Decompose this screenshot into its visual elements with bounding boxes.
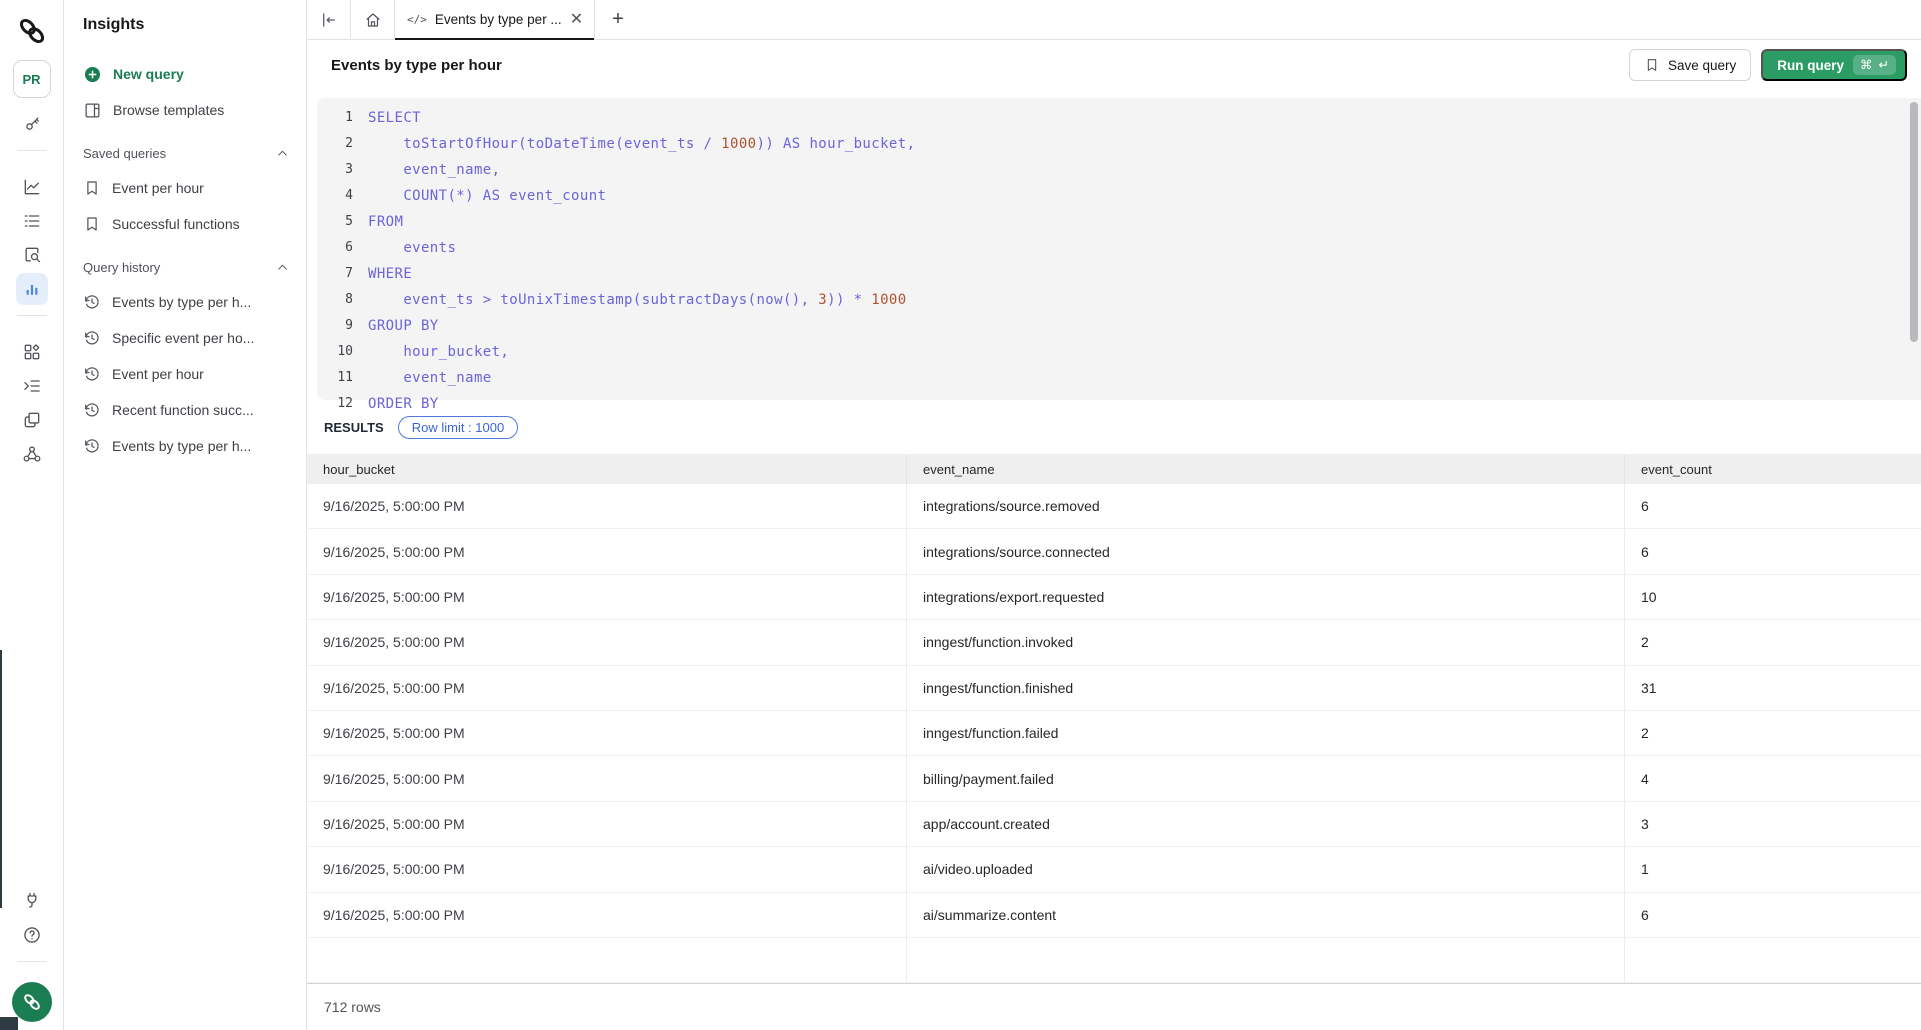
saved-query-item[interactable] xyxy=(83,170,294,206)
row-limit-badge[interactable]: Row limit : 1000 xyxy=(398,416,518,439)
tab-events-by-type[interactable] xyxy=(395,0,595,39)
item-label: Specific event per ho... xyxy=(112,330,255,346)
code-line: 3 event_name, xyxy=(317,157,1921,183)
icon-rail xyxy=(0,0,64,1030)
history-item[interactable] xyxy=(83,320,294,356)
chevron-up-icon xyxy=(275,260,290,275)
webhook-icon[interactable] xyxy=(16,438,48,470)
save-query-label: Save query xyxy=(1667,57,1737,73)
table-cell: 9/16/2025, 5:00:00 PM xyxy=(323,861,465,878)
line-number: 10 xyxy=(337,344,353,359)
new-query-button[interactable] xyxy=(83,56,294,92)
history-item[interactable] xyxy=(83,392,294,428)
query-history-section-header[interactable] xyxy=(83,250,294,284)
results-label: RESULTS xyxy=(324,419,384,435)
table-row[interactable] xyxy=(307,620,1921,665)
table-cell: app/account.created xyxy=(906,802,1624,846)
new-query-label: New query xyxy=(113,66,184,82)
table-cell xyxy=(906,938,1624,982)
line-number: 8 xyxy=(345,292,353,307)
table-cell: inngest/function.failed xyxy=(906,711,1624,755)
code-line: 10 hour_bucket, xyxy=(317,339,1921,365)
table-cell: 6 xyxy=(1624,893,1921,937)
section-label: Query history xyxy=(83,259,161,275)
run-query-label: Run query xyxy=(1777,57,1845,73)
help-icon[interactable] xyxy=(16,919,48,951)
table-row[interactable] xyxy=(307,802,1921,847)
column-header-event-name: event_name xyxy=(906,454,1624,484)
code-line: 9 GROUP BY xyxy=(317,313,1921,339)
table-cell: inngest/function.invoked xyxy=(906,620,1624,664)
table-cell: ai/summarize.content xyxy=(906,893,1624,937)
history-item[interactable] xyxy=(83,428,294,464)
table-row[interactable] xyxy=(307,711,1921,756)
table-cell: 31 xyxy=(1624,666,1921,710)
code-line: 1 SELECT xyxy=(317,105,1921,131)
table-cell xyxy=(1624,938,1921,982)
history-icon xyxy=(83,401,101,419)
row-count-label: 712 rows xyxy=(324,999,381,1016)
table-cell: 9/16/2025, 5:00:00 PM xyxy=(323,906,465,923)
line-number: 2 xyxy=(345,136,353,151)
enter-key-icon: ↵ xyxy=(1878,58,1889,72)
templates-icon xyxy=(83,101,102,120)
table-cell xyxy=(307,938,906,982)
line-number: 9 xyxy=(345,318,353,333)
close-tab-icon[interactable]: ✕ xyxy=(569,10,584,28)
sidebar-title: Insights xyxy=(83,16,145,33)
windows-icon[interactable] xyxy=(16,404,48,436)
tab-strip xyxy=(307,0,1921,40)
code-line: 6 events xyxy=(317,235,1921,261)
browse-templates-label: Browse templates xyxy=(113,102,225,118)
table-cell: 6 xyxy=(1624,484,1921,528)
code-line: 11 event_name xyxy=(317,365,1921,391)
divider xyxy=(17,150,47,151)
run-query-button[interactable] xyxy=(1761,49,1907,81)
history-icon xyxy=(83,293,101,311)
table-row[interactable] xyxy=(307,529,1921,574)
main-panel xyxy=(307,0,1921,1030)
item-label: Successful functions xyxy=(112,216,240,232)
window-edge xyxy=(0,650,2,908)
line-number: 3 xyxy=(345,162,353,177)
table-cell: 3 xyxy=(1624,802,1921,846)
metrics-icon[interactable] xyxy=(16,171,48,203)
table-cell: 2 xyxy=(1624,620,1921,664)
page-header xyxy=(307,40,1921,90)
saved-queries-list xyxy=(83,170,294,242)
runs-list-icon[interactable] xyxy=(16,205,48,237)
table-cell: 4 xyxy=(1624,756,1921,800)
code-line: 5 FROM xyxy=(317,209,1921,235)
table-footer xyxy=(307,983,1921,1030)
table-row[interactable] xyxy=(307,893,1921,938)
history-icon xyxy=(83,329,101,347)
table-cell: 9/16/2025, 5:00:00 PM xyxy=(323,588,465,605)
column-header-hour-bucket: hour_bucket xyxy=(323,461,395,477)
item-label: Events by type per h... xyxy=(112,438,252,454)
code-line: 12 ORDER BY xyxy=(317,391,1921,417)
save-query-button[interactable] xyxy=(1629,49,1751,81)
bookmark-icon xyxy=(83,179,101,197)
results-table-body xyxy=(307,484,1921,983)
table-cell: integrations/source.removed xyxy=(906,484,1624,528)
line-number: 11 xyxy=(337,370,353,385)
table-cell: inngest/function.finished xyxy=(906,666,1624,710)
table-row[interactable] xyxy=(307,575,1921,620)
home-tab-button[interactable] xyxy=(351,0,395,39)
code-lines xyxy=(317,105,1921,417)
new-tab-button[interactable]: + xyxy=(612,8,624,30)
section-label: Saved queries xyxy=(83,145,167,161)
table-cell: 10 xyxy=(1624,575,1921,619)
table-cell: 9/16/2025, 5:00:00 PM xyxy=(323,770,465,787)
code-line: 8 event_ts > toUnixTimestamp(subtractDays(now(), 3)) * 1000 xyxy=(317,287,1921,313)
table-cell: billing/payment.failed xyxy=(906,756,1624,800)
key-icon[interactable] xyxy=(16,108,48,140)
bookmark-icon xyxy=(1644,57,1660,73)
inngest-logo-icon xyxy=(15,14,49,48)
table-cell: 9/16/2025, 5:00:00 PM xyxy=(323,498,465,515)
chevron-up-icon xyxy=(275,146,290,161)
bookmark-icon xyxy=(83,215,101,233)
collapse-sidebar-button[interactable] xyxy=(307,0,351,39)
table-cell: 9/16/2025, 5:00:00 PM xyxy=(323,634,465,651)
table-cell: 2 xyxy=(1624,711,1921,755)
item-label: Event per hour xyxy=(112,180,204,196)
item-label: Recent function succ... xyxy=(112,402,254,418)
line-number: 6 xyxy=(345,240,353,255)
line-number: 1 xyxy=(345,110,353,125)
insights-bar-chart-icon[interactable] xyxy=(16,273,48,305)
workspace-avatar[interactable] xyxy=(12,982,52,1022)
table-cell: integrations/source.connected xyxy=(906,529,1624,573)
divider xyxy=(17,315,47,316)
table-row[interactable] xyxy=(307,938,1921,983)
table-row[interactable] xyxy=(307,484,1921,529)
keyboard-shortcut-badge xyxy=(1853,55,1896,75)
line-number: 7 xyxy=(345,266,353,281)
item-label: Event per hour xyxy=(112,366,204,382)
code-line: 2 toStartOfHour(toDateTime(event_ts / 1000)) AS hour_bucket, xyxy=(317,131,1921,157)
line-number: 4 xyxy=(345,188,353,203)
query-history-list xyxy=(83,284,294,464)
table-row[interactable] xyxy=(307,666,1921,711)
page-title: Events by type per hour xyxy=(331,56,502,74)
editor-scrollbar[interactable] xyxy=(1910,102,1918,342)
apps-grid-icon[interactable] xyxy=(16,336,48,368)
insights-sidebar xyxy=(65,0,307,1030)
saved-query-item[interactable] xyxy=(83,206,294,242)
browse-templates-button[interactable] xyxy=(83,92,294,128)
code-line: 7 WHERE xyxy=(317,261,1921,287)
code-icon: </> xyxy=(407,13,427,26)
cmd-key-icon: ⌘ xyxy=(1860,58,1873,72)
window-edge-corner xyxy=(0,1017,18,1030)
line-number: 5 xyxy=(345,214,353,229)
log-search-icon[interactable] xyxy=(16,239,48,271)
code-line: 4 COUNT(*) AS event_count xyxy=(317,183,1921,209)
account-avatar[interactable]: PR xyxy=(13,60,51,98)
history-icon xyxy=(83,365,101,383)
history-item[interactable] xyxy=(83,284,294,320)
table-cell: 9/16/2025, 5:00:00 PM xyxy=(323,679,465,696)
table-cell: 1 xyxy=(1624,847,1921,891)
table-cell: 6 xyxy=(1624,529,1921,573)
table-cell: 9/16/2025, 5:00:00 PM xyxy=(323,543,465,560)
history-icon xyxy=(83,437,101,455)
sql-editor[interactable] xyxy=(317,98,1921,412)
line-number: 12 xyxy=(337,396,353,411)
item-label: Events by type per h... xyxy=(112,294,252,310)
saved-queries-section-header[interactable] xyxy=(83,136,294,170)
divider xyxy=(17,961,47,962)
tab-label: Events by type per ... xyxy=(434,12,562,27)
table-header xyxy=(307,454,1921,484)
table-row[interactable] xyxy=(307,756,1921,801)
table-row[interactable] xyxy=(307,847,1921,892)
table-cell: 9/16/2025, 5:00:00 PM xyxy=(323,725,465,742)
plus-circle-icon xyxy=(83,65,102,84)
history-item[interactable] xyxy=(83,356,294,392)
table-cell: 9/16/2025, 5:00:00 PM xyxy=(323,815,465,832)
table-cell: ai/video.uploaded xyxy=(906,847,1624,891)
table-cell: integrations/export.requested xyxy=(906,575,1624,619)
plug-icon[interactable] xyxy=(16,885,48,917)
terminal-icon[interactable] xyxy=(16,370,48,402)
column-header-event-count: event_count xyxy=(1624,454,1921,484)
